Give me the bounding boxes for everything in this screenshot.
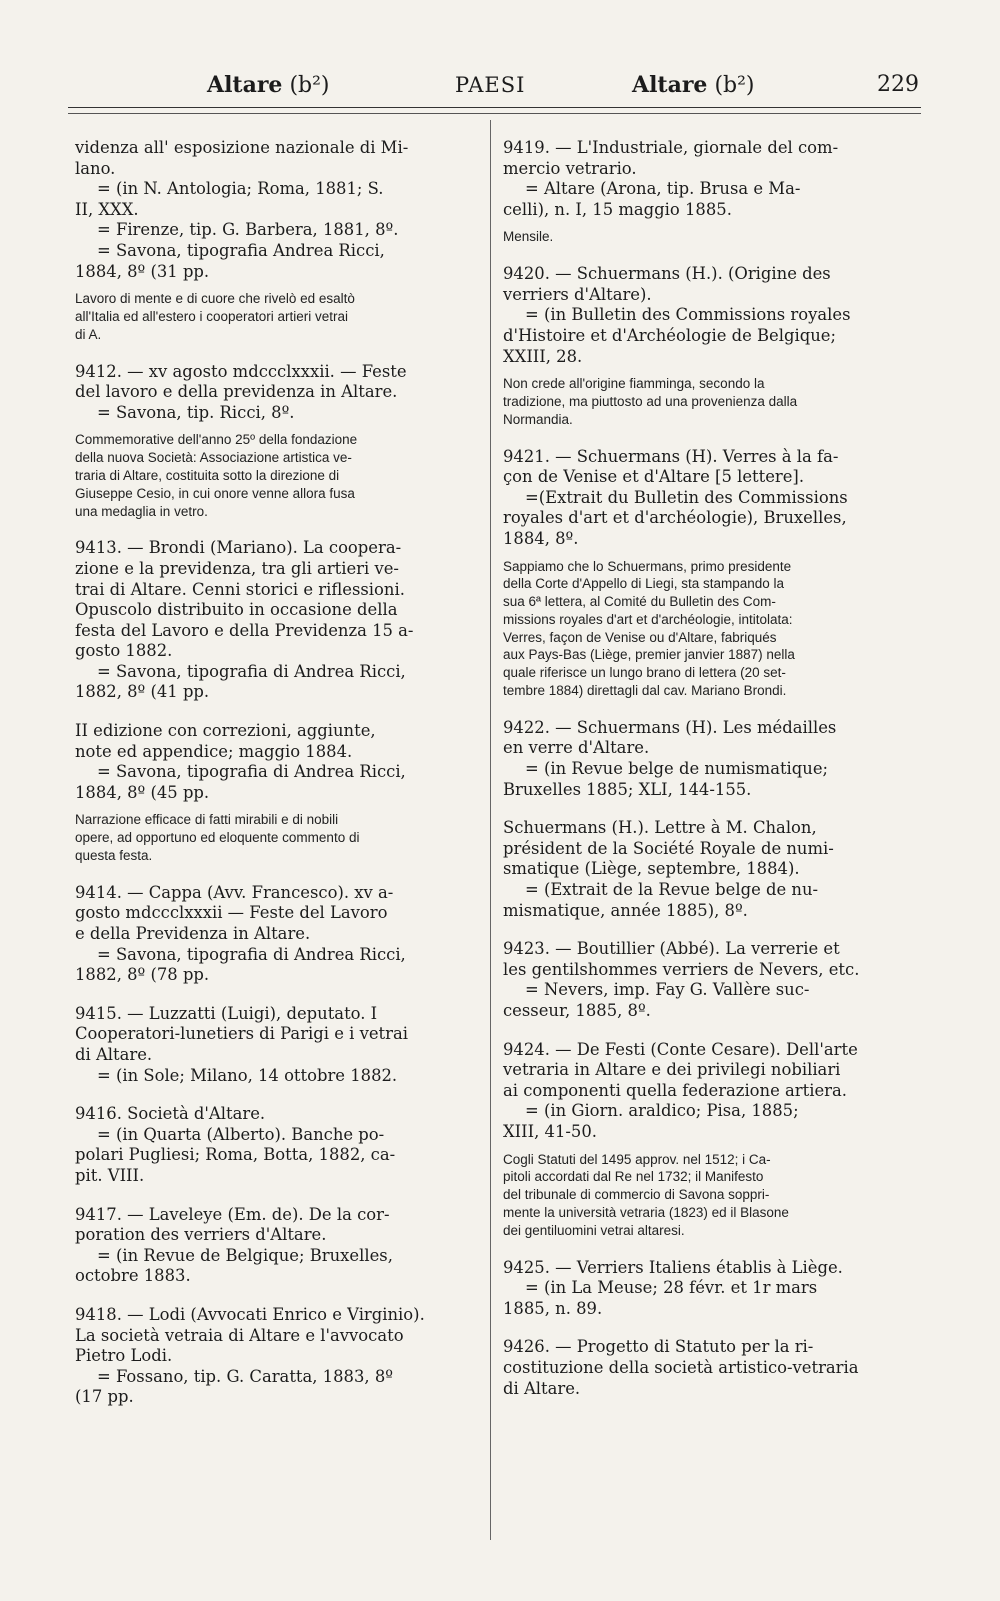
block-gap [503,429,918,447]
entry-line: =(Extrait du Bulletin des Commissions [525,487,848,507]
bibliography-entry [75,1305,473,1408]
bibliography-entry [503,1040,918,1143]
entry-line: les gentilshommes verriers de Nevers, etc. [503,959,860,979]
note-line: di A. [75,326,102,342]
bibliography-entry [75,138,473,282]
entry-line: = (in Quarta (Alberto). Banche po- [97,1124,385,1144]
bibliography-entry [503,718,918,800]
block-gap [75,344,473,362]
note-line: Commemorative dell'anno 25º della fondazione [75,432,358,448]
bibliography-entry [503,939,918,1021]
bibliography-entry [503,447,918,550]
entry-line: 9419. — L'Industriale, giornale del com- [503,138,839,157]
entry-line: ai componenti quella federazione artiera. [503,1080,847,1100]
running-head-left: Altare (b²) [207,72,330,98]
entry-line: (17 pp. [75,1387,134,1407]
entry-line: 1884, 8º (31 pp. [75,261,210,281]
entry-line: e della Previdenza in Altare. [75,924,311,944]
column-divider [490,120,491,1540]
note-line: della Corte d'Appello di Liegi, sta stampando la [503,576,785,592]
note-line: Narrazione efficace di fatti mirabili e di nobili [75,812,339,828]
entry-line: 9423. — Boutillier (Abbé). La verrerie et [503,939,840,959]
block-gap [75,282,473,290]
entry-line: zione e la previdenza, tra gli artieri ve- [75,558,399,578]
right-column [503,138,918,1399]
annotation-note [75,431,473,520]
entry-line: trai di Altare. Cenni storici e riflessioni. [75,579,405,599]
entry-line: = Savona, tip. Ricci, 8º. [97,402,295,422]
entry-line: poration des verriers d'Altare. [75,1225,327,1245]
entry-line: videnza all' esposizione nazionale di Mi- [75,138,409,157]
block-gap [503,800,918,818]
entry-line: 9422. — Schuermans (H). Les médailles [503,717,837,737]
note-line: questa festa. [75,848,153,864]
entry-line: 9418. — Lodi (Avvocati Enrico e Virginio). [75,1304,425,1324]
entry-line: 9412. — xv agosto mdccclxxxii. — Feste [75,361,407,381]
entry-line: 1885, n. 89. [503,1298,603,1318]
entry-line: Bruxelles 1885; XLI, 144-155. [503,779,752,799]
note-line: dei gentiluomini vetrai altaresi. [503,1222,685,1238]
entry-line: La società vetraia di Altare e l'avvocato [75,1325,404,1345]
entry-line: costituzione della società artistico-vetraria [503,1357,859,1377]
entry-line: = (in Sole; Milano, 14 ottobre 1882. [97,1065,398,1085]
block-gap [503,921,918,939]
header-rule-thin [68,113,921,114]
note-line: Verres, façon de Venise ou d'Altare, fabriqués [503,629,777,645]
entry-line: 9424. — De Festi (Conte Cesare). Dell'arte [503,1039,858,1059]
entry-line: smatique (Liège, septembre, 1884). [503,859,800,879]
bibliography-entry [503,138,918,220]
entry-line: festa del Lavoro e della Previdenza 15 a- [75,620,414,640]
left-column [75,138,473,1408]
entry-line: cesseur, 1885, 8º. [503,1001,651,1020]
entry-line: gosto 1882. [75,641,173,661]
annotation-note [503,558,918,700]
note-line: tembre 1884) direttagli dal cav. Mariano Brondi. [503,683,787,699]
annotation-note [503,1151,918,1240]
entry-line: = (in Bulletin des Commissions royales [525,305,851,325]
annotation-note [75,290,473,343]
note-line: mente la università vetraria (1823) ed il Blasone [503,1204,789,1220]
entry-line: polari Pugliesi; Roma, Botta, 1882, ca- [75,1145,396,1165]
entry-line: 9415. — Luzzatti (Luigi), deputato. I [75,1003,378,1023]
note-line: traria di Altare, costituita sotto la direzione di [75,467,340,483]
entry-line: = Savona, tipografia Andrea Ricci, [97,240,385,260]
block-gap [75,986,473,1004]
bibliography-entry [75,362,473,424]
entry-line: = (in Revue belge de numismatique; [525,759,829,779]
entry-line: Schuermans (H.). Lettre à M. Chalon, [503,818,817,838]
entry-line: = Firenze, tip. G. Barbera, 1881, 8º. [97,220,399,240]
note-line: missions royales d'art et d'archéologie, intitolata: [503,611,793,627]
bibliography-entry [503,818,918,921]
entry-line: = Altare (Arona, tip. Brusa e Ma- [525,179,801,199]
entry-line: mercio vetrario. [503,158,637,178]
entry-line: Cooperatori-lunetiers di Parigi e i vetrai [75,1024,408,1044]
entry-line: celli), n. I, 15 maggio 1885. [503,199,732,219]
entry-line: 9426. — Progetto di Statuto per la ri- [503,1337,814,1357]
entry-line: note ed appendice; maggio 1884. [75,741,353,761]
entry-line: del lavoro e della previdenza in Altare. [75,382,398,402]
note-line: quale riferisce un lungo brano di lettera (20 set- [503,665,786,681]
note-line: tradizione, ma piuttosto ad una provenienza dalla [503,393,798,409]
entry-line: 9421. — Schuermans (H). Verres à la fa- [503,446,839,466]
note-line: sua 6ª lettera, al Comité du Bulletin des Com- [503,594,776,610]
entry-line: = Savona, tipografia di Andrea Ricci, [97,661,406,681]
bibliography-entry [75,1104,473,1186]
entry-line: d'Histoire et d'Archéologie de Belgique; [503,325,837,345]
annotation-note [503,375,918,428]
entry-line: Pietro Lodi. [75,1346,173,1366]
entry-line: = (in Giorn. araldico; Pisa, 1885; [525,1101,799,1121]
entry-line: président de la Société Royale de numi- [503,838,834,858]
block-gap [75,1086,473,1104]
note-line: Cogli Statuti del 1495 approv. nel 1512; i Ca- [503,1151,771,1167]
entry-line: 9416. Società d'Altare. [75,1104,266,1124]
entry-line: XXIII, 28. [503,346,583,366]
entry-line: lano. [75,158,116,178]
note-line: Lavoro di mente e di cuore che rivelò ed esaltò [75,291,355,307]
entry-line: XIII, 41-50. [503,1121,597,1141]
block-gap [503,1022,918,1040]
entry-line: 1884, 8º. [503,528,579,548]
entry-line: = (in Revue de Belgique; Bruxelles, [97,1245,393,1265]
note-line: all'Italia ed all'estero i cooperatori artieri vetrai [75,308,349,324]
entry-line: = Savona, tipografia di Andrea Ricci, [97,762,406,782]
entry-line: di Altare. [503,1378,581,1398]
entry-line: 1882, 8º (41 pp. [75,682,210,702]
entry-line: mismatique, année 1885), 8º. [503,900,748,920]
note-line: Giuseppe Cesio, in cui onore venne allora fusa [75,485,355,501]
note-line: pitoli accordati dal Re nel 1732; il Manifesto [503,1169,764,1185]
entry-line: Opuscolo distribuito in occasione della [75,600,398,620]
header-rule [68,107,921,108]
entry-line: = Savona, tipografia di Andrea Ricci, [97,944,406,964]
block-gap [75,803,473,811]
block-gap [503,367,918,375]
block-gap [503,550,918,558]
note-line: una medaglia in vetro. [75,503,208,519]
block-gap [75,703,473,721]
bibliography-entry [75,883,473,986]
entry-line: di Altare. [75,1044,153,1064]
entry-line: = (in N. Antologia; Roma, 1881; S. [97,179,384,199]
bibliography-entry [75,1004,473,1086]
entry-line: en verre d'Altare. [503,738,650,758]
entry-line: çon de Venise et d'Altare [5 lettere]. [503,467,805,487]
annotation-note [75,811,473,864]
block-gap [75,865,473,883]
block-gap [503,1240,918,1258]
block-gap [503,700,918,718]
note-line: aux Pays-Bas (Liège, premier janvier 1887) nella [503,647,795,663]
block-gap [503,220,918,228]
entry-line: II edizione con correzioni, aggiunte, [75,721,376,741]
block-gap [75,423,473,431]
entry-line: 9425. — Verriers Italiens établis à Liège. [503,1257,843,1277]
note-line: della nuova Società: Associazione artistica ve- [75,450,352,466]
entry-line: octobre 1883. [75,1266,191,1286]
note-line: del tribunale di commercio di Savona soppri- [503,1187,770,1203]
entry-line: 9420. — Schuermans (H.). (Origine des [503,264,831,284]
page-header [0,70,1000,110]
entry-line: royales d'art et d'archéologie), Bruxelles, [503,508,847,528]
bibliography-entry [75,1205,473,1287]
block-gap [503,1319,918,1337]
bibliography-entry [75,538,473,703]
block-gap [75,1287,473,1305]
entry-line: gosto mdccclxxxii — Feste del Lavoro [75,903,388,923]
entry-line: 1882, 8º (78 pp. [75,965,210,985]
entry-line: = (Extrait de la Revue belge de nu- [525,880,819,900]
entry-line: II, XXX. [75,199,139,219]
bibliography-entry [503,1337,918,1399]
note-line: Normandia. [503,411,573,427]
note-line: Non crede all'origine fiamminga, secondo la [503,376,765,392]
running-head-right: Altare (b²) [632,72,755,98]
block-gap [75,520,473,538]
entry-line: 9417. — Laveleye (Em. de). De la cor- [75,1204,390,1224]
entry-line: vetraria in Altare e dei privilegi nobiliari [503,1060,841,1080]
entry-line: = Fossano, tip. G. Caratta, 1883, 8º [97,1366,393,1386]
entry-line: 1884, 8º (45 pp. [75,782,210,802]
note-line: opere, ad opportuno ed eloquente commento di [75,830,360,846]
entry-line: pit. VIII. [75,1165,145,1185]
block-gap [503,246,918,264]
page-number: 229 [877,72,919,97]
block-gap [503,1143,918,1151]
bibliography-entry [503,1258,918,1320]
bibliography-entry [75,721,473,803]
entry-line: 9413. — Brondi (Mariano). La coopera- [75,538,402,558]
running-head-center: PAESI [455,73,526,97]
entry-line: = (in La Meuse; 28 févr. et 1r mars [525,1278,818,1298]
entry-line: = Nevers, imp. Fay G. Vallère suc- [525,980,810,1000]
note-line: Mensile. [503,229,554,245]
entry-line: 9414. — Cappa (Avv. Francesco). xv a- [75,882,394,902]
entry-line: verriers d'Altare). [503,284,652,304]
annotation-note [503,228,918,246]
note-line: Sappiamo che lo Schuermans, primo presidente [503,558,792,574]
bibliography-entry [503,264,918,367]
block-gap [75,1187,473,1205]
